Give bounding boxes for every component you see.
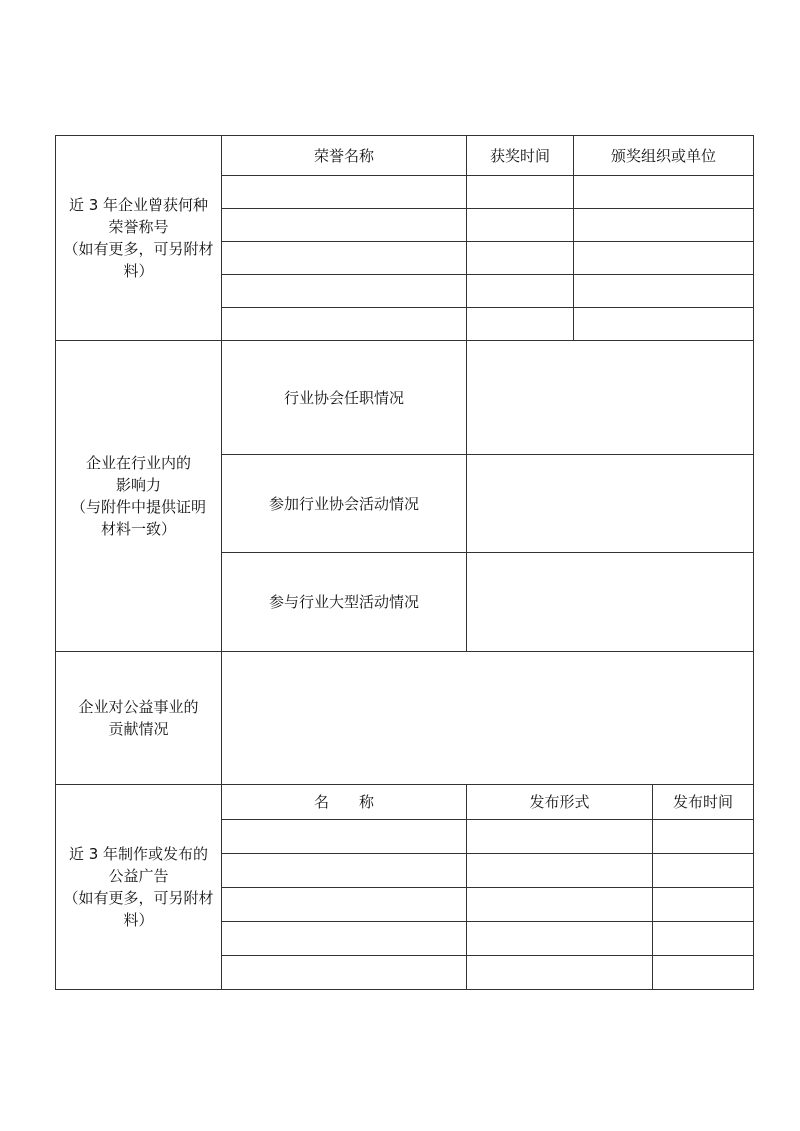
honors-label-line: （如有更多，可另附材	[63, 240, 214, 258]
ads-time-cell[interactable]	[653, 888, 754, 922]
association-activities-label: 参加行业协会活动情况	[222, 455, 467, 553]
honors-section-label	[56, 136, 222, 341]
honors-name-cell[interactable]	[222, 209, 467, 242]
association-position-value[interactable]	[467, 341, 754, 455]
ads-name-header	[222, 785, 467, 820]
honors-name-cell[interactable]	[222, 275, 467, 308]
ads-name-cell[interactable]	[222, 922, 467, 956]
honors-org-cell[interactable]	[574, 308, 754, 341]
ads-label-line: 公益广告	[108, 867, 169, 885]
ads-time-cell[interactable]	[653, 956, 754, 990]
honors-org-cell[interactable]	[574, 275, 754, 308]
honors-time-cell[interactable]	[467, 209, 574, 242]
ads-label-line: （如有更多，可另附材	[63, 889, 214, 907]
welfare-row	[56, 652, 754, 785]
ads-form-cell[interactable]	[467, 854, 653, 888]
ads-name-header-char: 称	[359, 793, 375, 811]
honors-name-cell[interactable]	[222, 176, 467, 209]
application-form-table	[55, 135, 754, 990]
ads-label-line: 料）	[123, 911, 154, 929]
ads-name-cell[interactable]	[222, 888, 467, 922]
major-events-value[interactable]	[467, 553, 754, 652]
honors-label-line: 料）	[123, 262, 154, 280]
ads-time-cell[interactable]	[653, 854, 754, 888]
ads-name-cell[interactable]	[222, 854, 467, 888]
honors-time-cell[interactable]	[467, 275, 574, 308]
honors-name-header: 荣誉名称	[222, 136, 467, 176]
association-position-label: 行业协会任职情况	[222, 341, 467, 455]
welfare-label-line: 企业对公益事业的	[78, 698, 199, 716]
honors-label-line: 荣誉称号	[108, 218, 169, 236]
influence-label-line: 材料一致）	[100, 520, 176, 538]
honors-time-cell[interactable]	[467, 308, 574, 341]
ads-section-label	[56, 785, 222, 990]
influence-label-line: 企业在行业内的	[85, 454, 191, 472]
honors-time-cell[interactable]	[467, 242, 574, 275]
honors-time-cell[interactable]	[467, 176, 574, 209]
influence-label-line: 影响力	[115, 476, 161, 494]
honors-name-cell[interactable]	[222, 242, 467, 275]
influence-label-line: （与附件中提供证明	[70, 498, 206, 516]
welfare-section-label	[56, 652, 222, 785]
ads-form-cell[interactable]	[467, 956, 653, 990]
ads-time-cell[interactable]	[653, 820, 754, 854]
ads-name-cell[interactable]	[222, 820, 467, 854]
honors-org-cell[interactable]	[574, 209, 754, 242]
influence-section-label	[56, 341, 222, 652]
honors-org-cell[interactable]	[574, 242, 754, 275]
honors-org-header: 颁奖组织或单位	[574, 136, 754, 176]
association-activities-value[interactable]	[467, 455, 754, 553]
ads-time-cell[interactable]	[653, 922, 754, 956]
ads-name-header-char: 名	[313, 793, 329, 811]
ads-form-cell[interactable]	[467, 922, 653, 956]
welfare-value[interactable]	[222, 652, 754, 785]
ads-name-cell[interactable]	[222, 956, 467, 990]
ads-header-row	[56, 785, 754, 820]
welfare-label-line: 贡献情况	[108, 720, 169, 738]
honors-label-line: 近 3 年企业曾获何种	[68, 196, 209, 214]
influence-row	[56, 341, 754, 455]
ads-form-header: 发布形式	[467, 785, 653, 820]
honors-org-cell[interactable]	[574, 176, 754, 209]
ads-form-cell[interactable]	[467, 820, 653, 854]
ads-time-header: 发布时间	[653, 785, 754, 820]
ads-form-cell[interactable]	[467, 888, 653, 922]
major-events-label: 参与行业大型活动情况	[222, 553, 467, 652]
honors-header-row	[56, 136, 754, 176]
honors-time-header: 获奖时间	[467, 136, 574, 176]
ads-label-line: 近 3 年制作或发布的	[68, 845, 209, 863]
honors-name-cell[interactable]	[222, 308, 467, 341]
